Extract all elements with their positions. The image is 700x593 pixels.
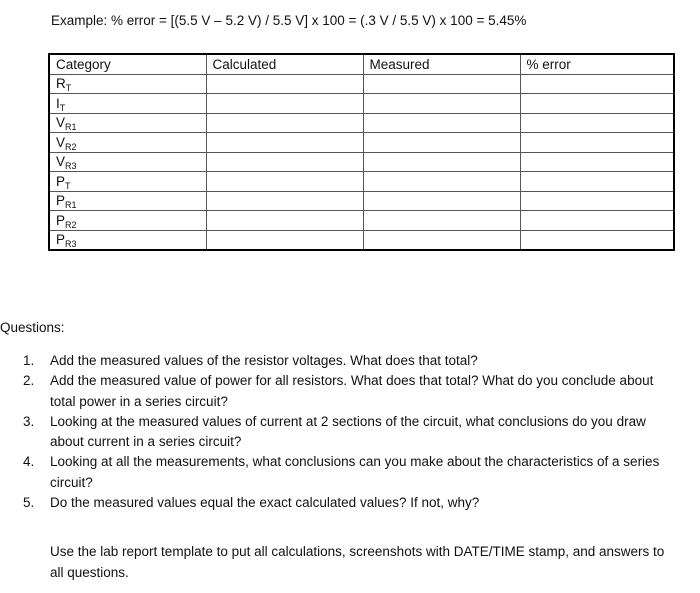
category-subscript: T [59, 102, 66, 113]
table-row [49, 211, 674, 231]
measured-cell[interactable] [363, 133, 520, 153]
category-subscript: T [65, 180, 71, 191]
question-text: Add the measured values of the resistor voltages. What does that total? [50, 353, 478, 368]
header-calculated: Calculated [206, 54, 363, 74]
category-cell [49, 133, 206, 153]
calculated-cell[interactable] [206, 172, 363, 192]
question-item [23, 452, 670, 493]
category-symbol: V [56, 154, 66, 169]
calculated-cell[interactable] [206, 113, 363, 133]
percent-error-cell[interactable] [520, 172, 674, 192]
percent-error-cell[interactable] [520, 191, 674, 211]
percent-error-cell[interactable] [520, 152, 674, 172]
table-row [49, 152, 674, 172]
calculated-cell[interactable] [206, 230, 363, 250]
questions-heading: Questions: [0, 320, 65, 335]
header-category: Category [49, 54, 206, 74]
category-subscript: T [65, 83, 72, 93]
questions-list [23, 351, 670, 513]
table-row [49, 133, 674, 153]
table-row [49, 191, 674, 211]
category-cell [49, 152, 206, 172]
category-symbol: P [56, 173, 66, 189]
category-cell [49, 94, 206, 114]
calculated-cell[interactable] [206, 74, 363, 94]
measured-cell[interactable] [363, 172, 520, 192]
category-subscript: R2 [65, 219, 77, 230]
percent-error-cell[interactable] [520, 113, 674, 133]
measured-cell[interactable] [363, 94, 520, 114]
category-symbol: P [56, 232, 66, 247]
question-number: 1. [23, 353, 35, 368]
question-text: Looking at all the measurements, what conclusions can you make about the characteristics of a series circuit? [50, 454, 660, 490]
table-header-row [49, 54, 674, 74]
category-subscript: R1 [65, 200, 77, 210]
category-cell [49, 172, 206, 192]
category-cell [49, 230, 206, 250]
measured-cell[interactable] [363, 230, 520, 250]
header-measured: Measured [363, 54, 520, 74]
calculated-cell[interactable] [206, 152, 363, 172]
example-formula: Example: % error = [(5.5 V – 5.2 V) / 5.5 V] x 100 = (.3 V / 5.5 V) x 100 = 5.45% [51, 13, 527, 28]
category-cell [49, 74, 206, 94]
header-percent-error: % error [520, 54, 674, 74]
table-row [49, 172, 674, 192]
table-row [49, 74, 674, 94]
calculated-cell[interactable] [206, 211, 363, 231]
question-number: 3. [23, 413, 35, 429]
measured-cell[interactable] [363, 191, 520, 211]
question-number: 4. [23, 454, 35, 470]
question-item [23, 351, 670, 371]
measured-cell[interactable] [363, 152, 520, 172]
category-symbol: P [56, 212, 66, 228]
category-symbol: I [56, 95, 60, 111]
category-symbol: P [56, 193, 66, 208]
category-subscript: R3 [65, 239, 77, 249]
question-number: 5. [23, 495, 35, 511]
percent-error-cell[interactable] [520, 133, 674, 153]
category-subscript: R2 [65, 141, 77, 152]
category-symbol: V [56, 115, 66, 130]
category-cell [49, 211, 206, 231]
category-symbol: V [56, 134, 66, 150]
percent-error-cell[interactable] [520, 230, 674, 250]
measured-cell[interactable] [363, 113, 520, 133]
category-cell [49, 113, 206, 133]
results-table [48, 53, 675, 251]
percent-error-cell[interactable] [520, 94, 674, 114]
question-number: 2. [23, 373, 35, 389]
table-row [49, 94, 674, 114]
calculated-cell[interactable] [206, 191, 363, 211]
category-cell [49, 191, 206, 211]
question-item [23, 412, 670, 453]
calculated-cell[interactable] [206, 94, 363, 114]
table-row [49, 113, 674, 133]
question-text: Looking at the measured values of current at 2 sections of the circuit, what conclusions do you draw about current in a series circuit? [50, 413, 646, 450]
question-text: Do the measured values equal the exact calculated values? If not, why? [50, 495, 480, 511]
question-item [23, 493, 670, 513]
calculated-cell[interactable] [206, 133, 363, 153]
category-subscript: R3 [65, 161, 77, 171]
question-text: Add the measured value of power for all resistors. What does that total? What do you conclude about total power in a series circuit? [50, 373, 654, 409]
table-row [49, 230, 674, 250]
percent-error-cell[interactable] [520, 211, 674, 231]
footer-instructions: Use the lab report template to put all calculations, screenshots with DATE/TIME stamp, and answers to all questions. [50, 544, 665, 580]
percent-error-cell[interactable] [520, 74, 674, 94]
category-symbol: R [56, 76, 66, 91]
measured-cell[interactable] [363, 74, 520, 94]
measured-cell[interactable] [363, 211, 520, 231]
question-item [23, 371, 670, 412]
category-subscript: R1 [65, 122, 77, 132]
